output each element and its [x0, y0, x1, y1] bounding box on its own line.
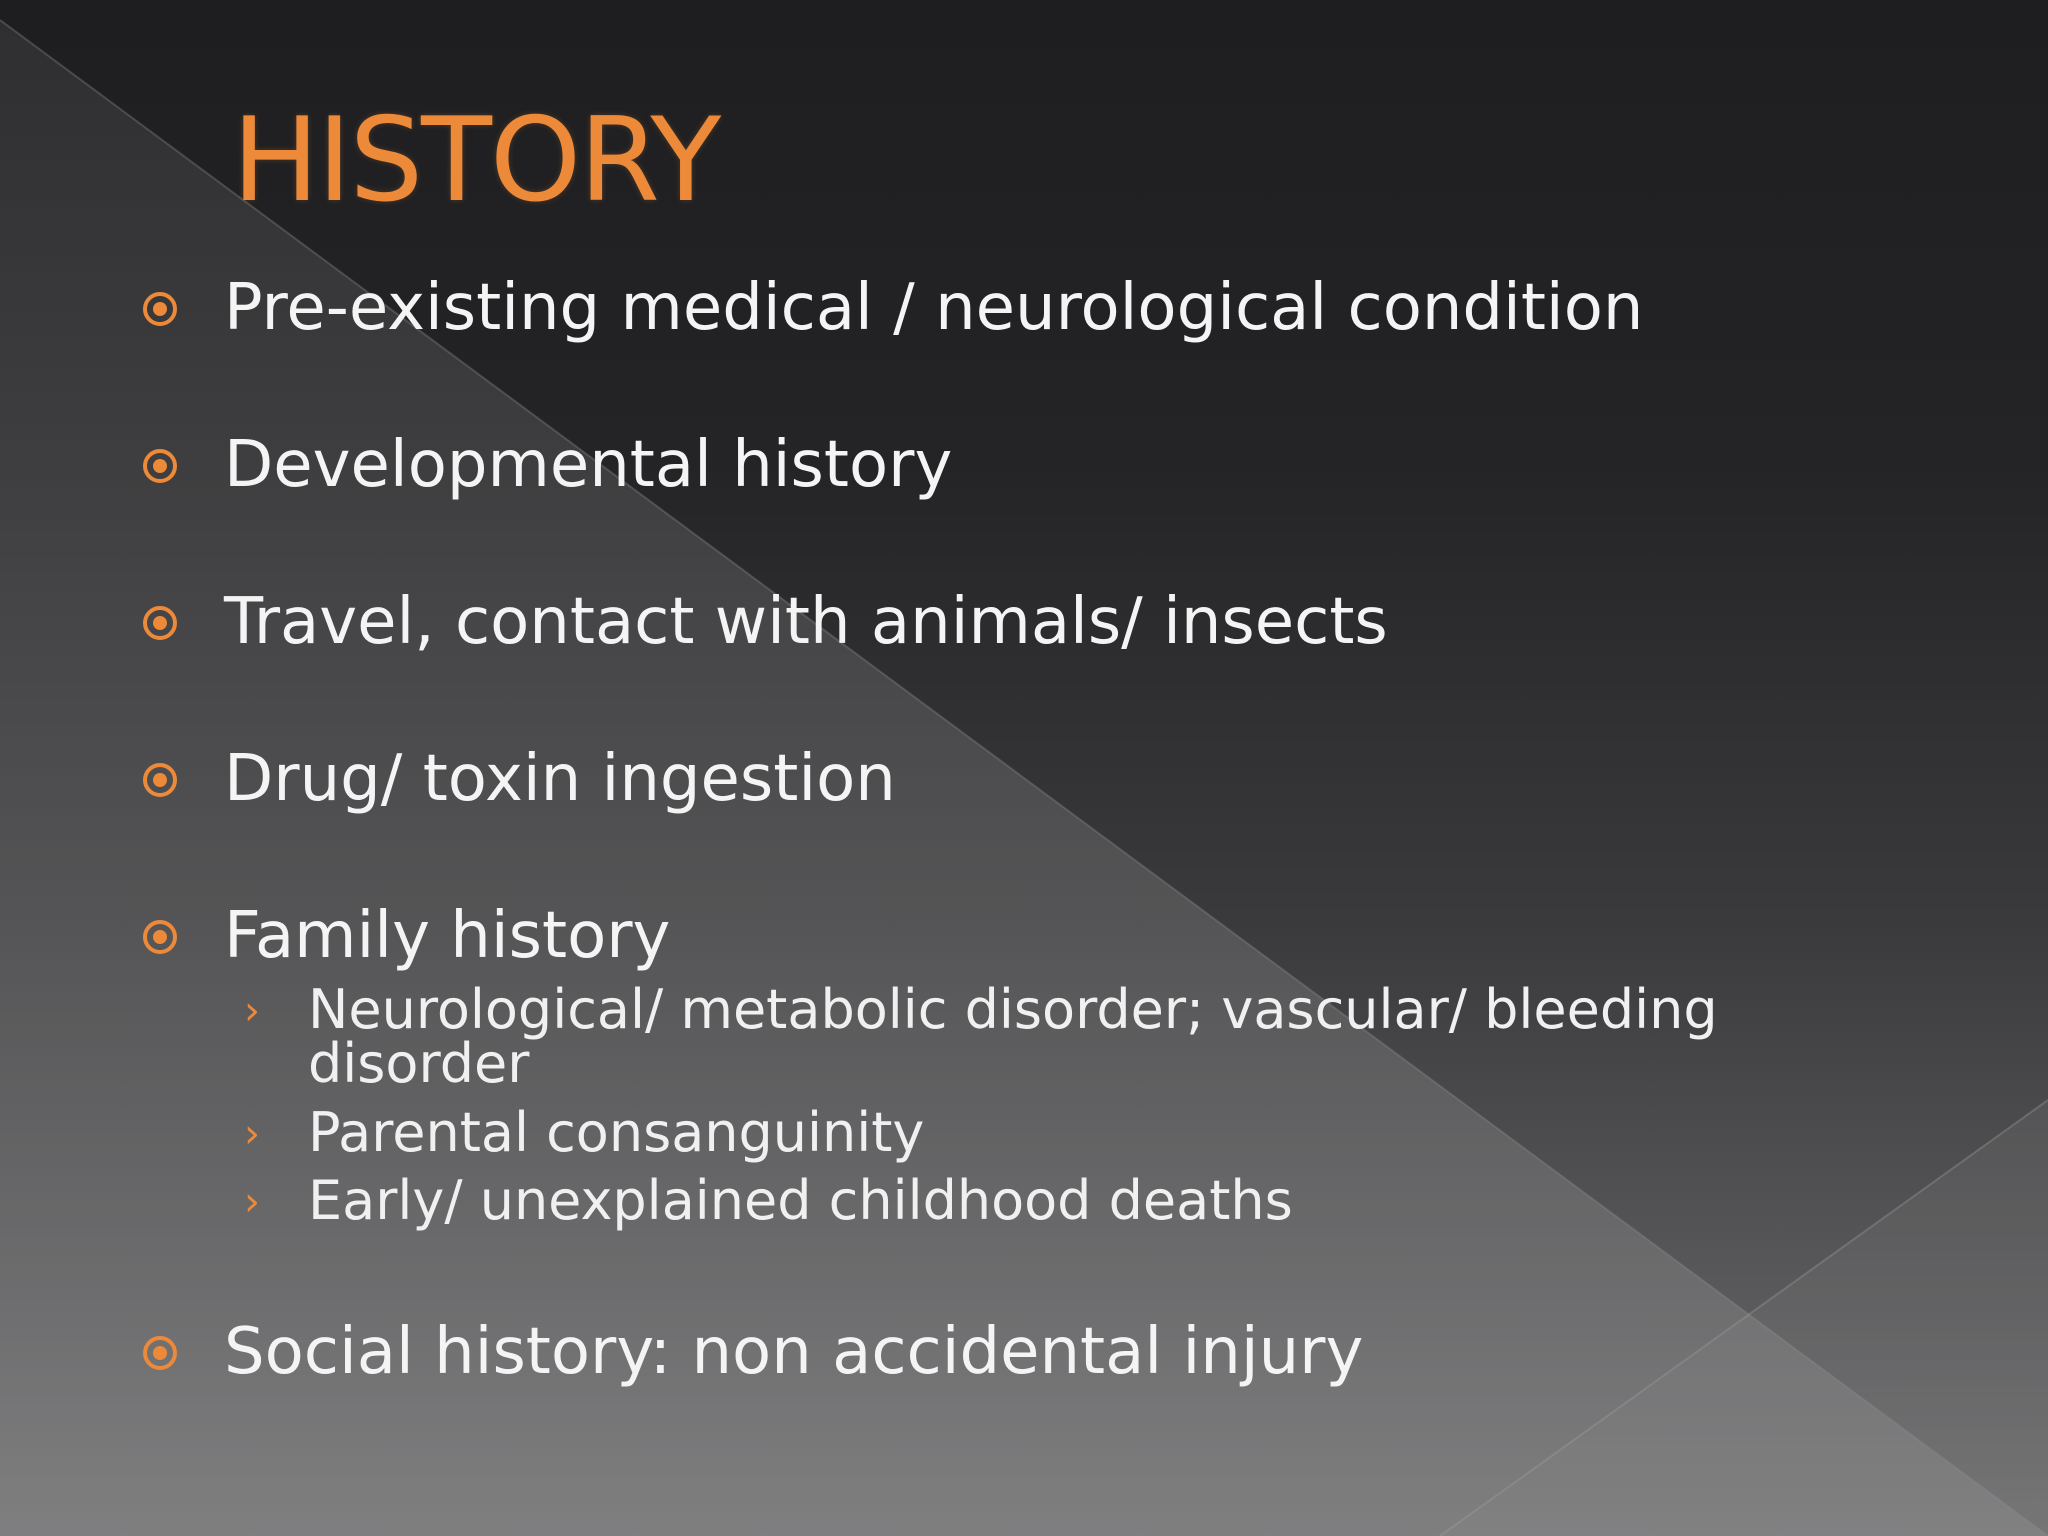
target-bullet-icon [141, 447, 179, 485]
target-bullet-icon [141, 604, 179, 642]
bullet-text: Family history [224, 899, 671, 973]
sub-bullet-text: Neurological/ metabolic disorder; vascular/ bleeding disorder [308, 978, 1718, 1095]
target-bullet-icon [141, 290, 179, 328]
target-bullet-icon [141, 1334, 179, 1372]
chevron-right-icon: › [244, 1111, 260, 1157]
bullet-text: Pre-existing medical / neurological condition [224, 271, 1644, 345]
bullet-text: Travel, contact with animals/ insects [224, 585, 1388, 659]
bullet-text: Developmental history [224, 428, 953, 502]
sub-bullet-text: Parental consanguinity [308, 1101, 925, 1164]
slide-title: HISTORY [232, 93, 720, 228]
chevron-right-icon: › [244, 988, 260, 1034]
target-bullet-icon [141, 918, 179, 956]
bullet-text: Drug/ toxin ingestion [224, 742, 896, 816]
target-bullet-icon [141, 761, 179, 799]
chevron-right-icon: › [244, 1179, 260, 1225]
bullet-text: Social history: non accidental injury [224, 1315, 1364, 1389]
sub-bullet-text: Early/ unexplained childhood deaths [308, 1169, 1293, 1232]
